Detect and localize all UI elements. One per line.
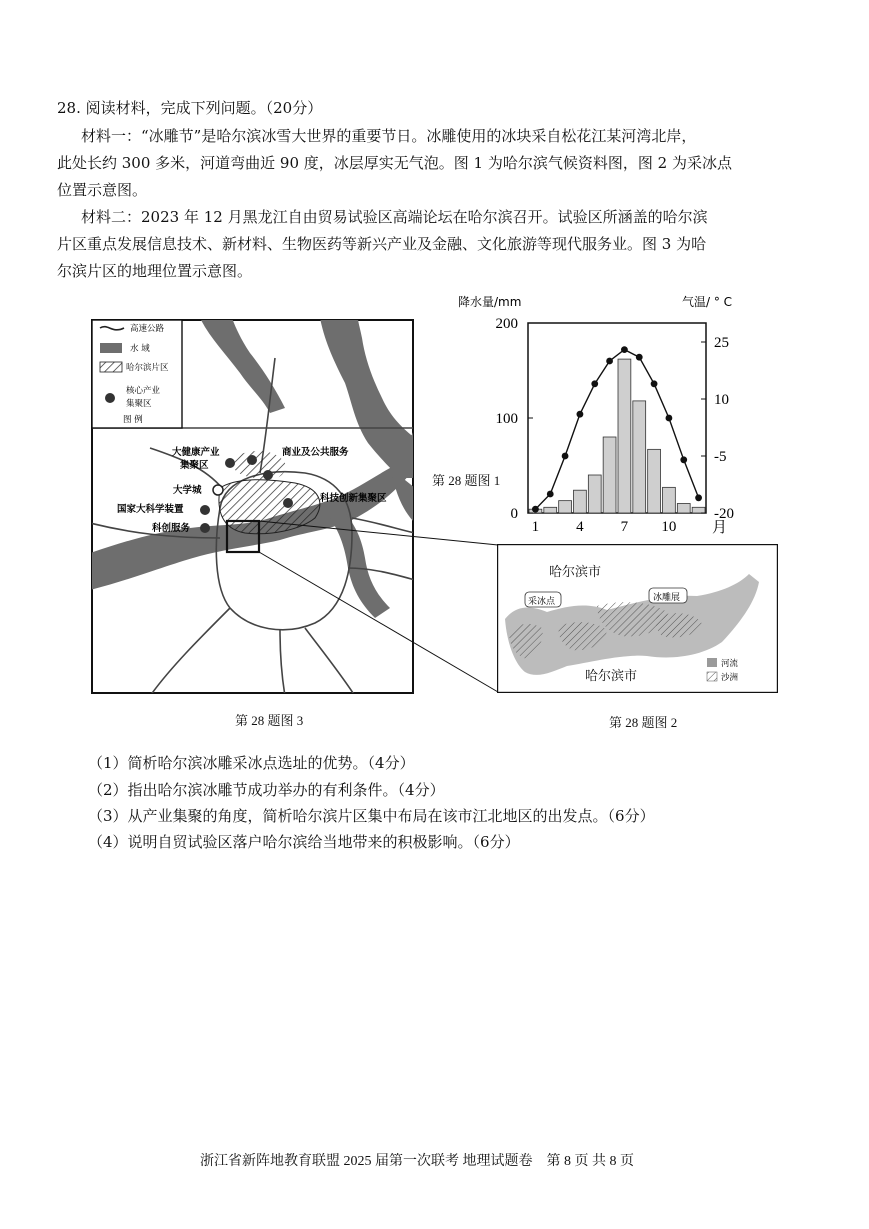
legend-title: 图 例 — [123, 415, 143, 425]
y-right-tick-label: 10 — [714, 392, 729, 408]
legend-sand: 沙洲 — [721, 673, 739, 683]
legend-zone: 哈尔滨片区 — [126, 363, 169, 373]
label-commerce: 商业及公共服务 — [282, 447, 349, 458]
temp-point — [621, 346, 628, 353]
y-right-label: 气温/ ° C — [682, 295, 733, 309]
precip-bar — [677, 504, 690, 514]
sub-question-4: （4）说明自贸试验区落户哈尔滨给当地带来的积极影响。（6分） — [88, 833, 520, 851]
temp-point — [680, 456, 687, 463]
label-ice-point: 采冰点 — [528, 597, 556, 607]
y-right-tick-label: 25 — [714, 335, 729, 351]
precip-bar — [692, 507, 705, 513]
material1-line1: 材料一：“冰雕节”是哈尔滨冰雪大世界的重要节日。冰雕使用的冰块采自松花江某河湾北岸， — [81, 127, 697, 145]
temp-point — [695, 494, 702, 501]
label-science: 国家大科学装置 — [117, 504, 184, 515]
label-innovation: 科技创新集聚区 — [320, 493, 387, 504]
figure3-map — [90, 318, 415, 696]
page-footer: 浙江省新阵地教育联盟 2025 届第一次联考 地理试题卷 第 8 页 共 8 页 — [200, 1154, 634, 1169]
temp-point — [577, 411, 584, 418]
label-health2: 集聚区 — [180, 460, 209, 471]
material2-line1: 材料二：2023 年 12 月黑龙江自由贸易试验区高端论坛在哈尔滨召开。试验区所涵盖的哈尔滨 — [81, 208, 708, 226]
precip-bar — [588, 475, 601, 513]
material1-line2: 此处长约 300 多米，河道弯曲近 90 度，冰层厚实无气泡。图 1 为哈尔滨气候资料图，图 2 为采冰点 — [57, 154, 732, 172]
x-tick-label: 4 — [576, 519, 584, 535]
y-left-tick-label: 200 — [495, 316, 518, 332]
precip-bar — [544, 507, 557, 513]
legend-core2: 集聚区 — [126, 399, 152, 409]
x-axis-label: 月 — [712, 520, 728, 536]
figure2-map — [497, 544, 778, 693]
temp-point — [547, 491, 554, 498]
legend-highway: 高速公路 — [130, 324, 165, 334]
y-left-label: 降水量/mm — [458, 295, 522, 309]
label-health1: 大健康产业 — [172, 447, 220, 458]
precip-bar — [663, 487, 676, 513]
precip-bar — [574, 490, 587, 513]
temp-point — [591, 380, 598, 387]
y-right-tick-label: -20 — [714, 506, 734, 522]
city-top: 哈尔滨市 — [549, 565, 602, 580]
sub-question-2: （2）指出哈尔滨冰雕节成功举办的有利条件。（4分） — [88, 781, 445, 799]
precip-bar — [559, 501, 572, 513]
y-left-tick-label: 0 — [510, 506, 518, 522]
temp-point — [666, 415, 673, 422]
material2-line2: 片区重点发展信息技术、新材料、生物医药等新兴产业及金融、文化旅游等现代服务业。图 3 为哈 — [57, 235, 707, 253]
question-heading: 28. 阅读材料，完成下列问题。（20分） — [57, 99, 323, 117]
legend-river: 河流 — [721, 659, 739, 669]
figure1-caption: 第 28 题图 1 — [432, 473, 501, 488]
y-right-tick-label: -5 — [714, 449, 727, 465]
y-left-tick-label: 100 — [495, 411, 518, 427]
legend-water: 水 域 — [130, 344, 150, 354]
figure1-climate-chart — [420, 288, 750, 538]
x-tick-label: 10 — [661, 519, 677, 535]
temp-point — [606, 358, 613, 365]
legend-core1: 核心产业 — [126, 386, 161, 396]
precip-bar — [618, 359, 631, 513]
precip-bar — [633, 401, 646, 513]
figure3-caption: 第 28 题图 3 — [235, 713, 304, 728]
precip-bar — [603, 437, 616, 513]
label-tech: 科创服务 — [152, 523, 191, 534]
temp-point — [636, 354, 643, 361]
sub-question-1: （1）简析哈尔滨冰雕采冰点选址的优势。（4分） — [88, 754, 415, 772]
material1-line3: 位置示意图。 — [57, 181, 148, 199]
temp-line — [535, 350, 698, 510]
label-ice-show: 冰雕展 — [653, 593, 681, 603]
label-university: 大学城 — [173, 485, 202, 496]
city-bottom: 哈尔滨市 — [585, 669, 638, 684]
temp-point — [651, 380, 658, 387]
temp-point — [532, 506, 539, 513]
figure2-caption: 第 28 题图 2 — [609, 715, 678, 730]
temp-point — [562, 453, 569, 460]
material2-line3: 尔滨片区的地理位置示意图。 — [57, 262, 253, 280]
precip-bar — [648, 449, 661, 513]
x-tick-label: 7 — [620, 519, 629, 535]
x-tick-label: 1 — [531, 519, 540, 535]
sub-question-3: （3）从产业集聚的角度，简析哈尔滨片区集中布局在该市江北地区的出发点。（6分） — [88, 807, 655, 825]
